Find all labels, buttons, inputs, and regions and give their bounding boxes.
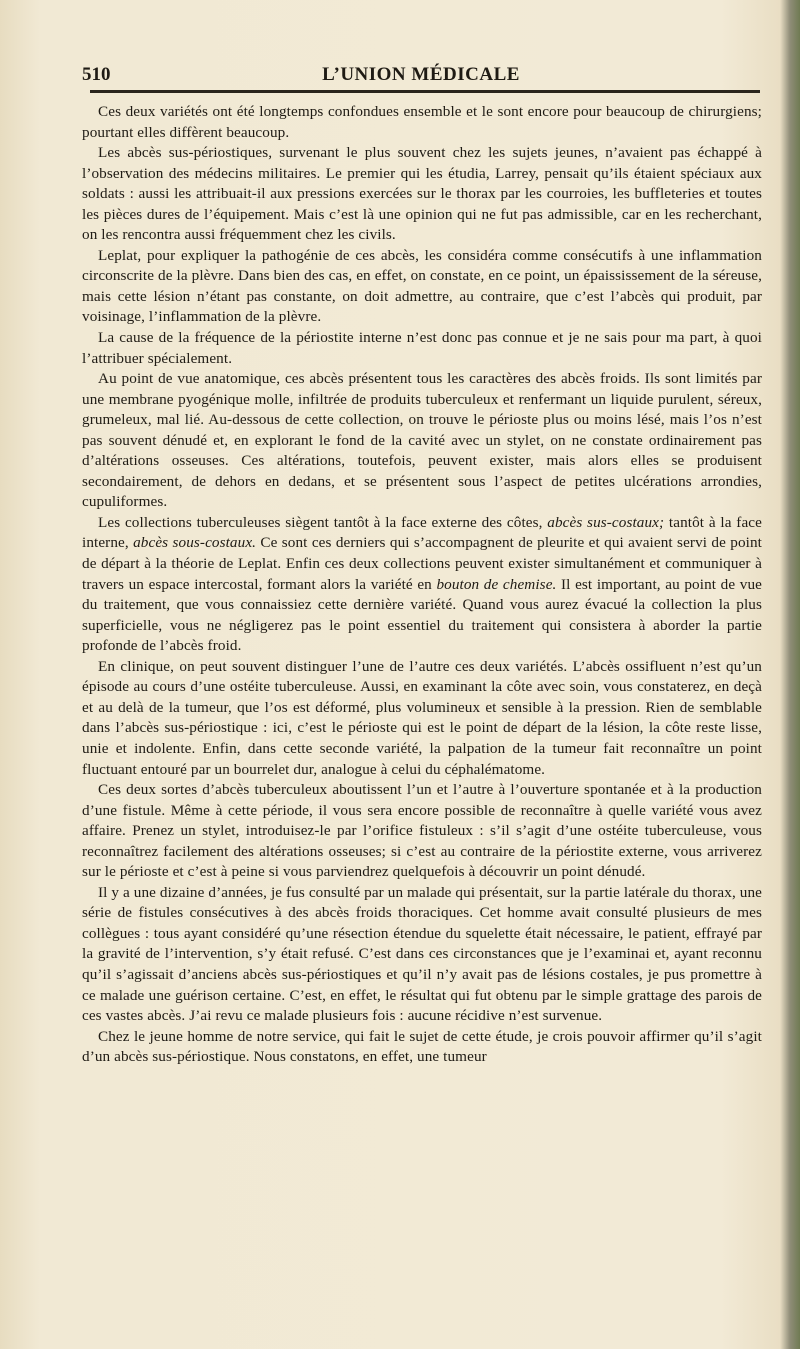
- paragraph: [82, 513, 762, 657]
- paragraph: Ces deux variétés ont été longtemps confondues ensemble et le sont encore pour beaucoup de chirurgiens; pourtant elles diffèrent beaucoup.: [82, 103, 762, 141]
- paragraph: La cause de la fréquence de la périostite interne n’est donc pas connue et je ne sais pour ma part, à quoi l’attribuer spécialement.: [82, 329, 762, 367]
- text-run: Les collections tuberculeuses siègent tantôt à la face externe des côtes,: [98, 513, 548, 531]
- text-run: Il est important, au point de vue du traitement, que vous connaissiez cette dernière variété. Quand vous aurez évacué la collection la plus superficielle, vous ne négligerez pas le point essentiel du traitement qui consistera à aborder la partie profonde de l’abcès froid.: [82, 575, 762, 655]
- paragraph: Au point de vue anatomique, ces abcès présentent tous les caractères des abcès froids. Ils sont limités par une membrane pyogénique molle, infiltrée de produits tuberculeux et renfermant un liquide purulent, séreux, grumeleux, mal lié. Au-dessous de cette collection, on trouve le périoste plus ou moins lésé, mais l’os n’est pas souvent dénudé et, en explorant le fond de la cavité avec un stylet, on ne constate ordinairement pas d’altérations osseuses. Ces altérations, toutefois, peuvent exister, mais alors elles se produisent secondairement, de dehors en dedans, et se présentent sous l’aspect de petites ulcérations arrondies, cupuliformes.: [82, 370, 762, 511]
- page-number: 510: [82, 64, 111, 85]
- paragraph: Il y a une dizaine d’années, je fus consulté par un malade qui présentait, sur la partie latérale du thorax, une série de fistules consécutives à des abcès froids thoraciques. Cet homme avait consulté plusieurs de mes collègues : tous ayant considéré qu’une résection étendue du squelette était nécessaire, le patient, effrayé par la gravité de l’intervention, s’y était refusé. C’est dans ces circonstances que je l’examinai et, ayant reconnu qu’il s’agissait d’anciens abcès sus-périostiques et qu’il n’y avait pas de lésions costales, je pus promettre à ce malade une guérison certaine. C’est, en effet, le résultat qui fut obtenu par le simple grattage des parois de ces vastes abcès. J’ai revu ce malade plusieurs fois : aucune récidive n’est survenue.: [82, 883, 762, 1025]
- italic-term: bouton de chemise.: [436, 575, 557, 593]
- italic-term: abcès sus-costaux;: [547, 513, 665, 531]
- paragraph: Les abcès sus-périostiques, survenant le plus souvent chez les sujets jeunes, n’avaient pas échappé à l’observation des médecins militaires. Le premier qui les étudia, Larrey, pensait qu’ils étaient spéciaux aux soldats : aussi les attribuait-il aux pressions exercées sur le thorax par les courroies, les buffleteries et toutes les pièces dures de l’équipement. Mais c’est là une opinion qui ne fut pas admissible, car en les recherchant, on les rencontra aussi fréquemment chez les civils.: [82, 144, 762, 244]
- paragraph: Ces deux sortes d’abcès tuberculeux aboutissent l’un et l’autre à l’ouverture spontanée et à la production d’une fistule. Même à cette période, il vous sera encore possible de reconnaître à quelle variété vous avez affaire. Prenez un stylet, introduisez-le par l’orifice fistuleux : s’il s’agit d’une ostéite tuberculeuse, vous reconnaîtrez facilement des altérations osseuses; si c’est au contraire de la périostite externe, vous arriverez sur le périoste et c’est à peine si vous parviendrez quelquefois à découvrir un point dénudé.: [82, 781, 762, 881]
- paragraph: Leplat, pour expliquer la pathogénie de ces abcès, les considéra comme consécutifs à une inflammation circonscrite de la plèvre. Dans bien des cas, en effet, on constate, en ce point, un épaississement de la séreuse, mais cette lésion n’étant pas constante, on doit admettre, au contraire, que c’est l’abcès qui produit, par voisinage, l’inflammation de la plèvre.: [82, 246, 762, 326]
- text-run: tantôt à la face interne,: [82, 513, 762, 552]
- page-header: [82, 58, 760, 92]
- paragraph: Chez le jeune homme de notre service, qui fait le sujet de cette étude, je crois pouvoir affirmer qu’il s’agit d’un abcès sus-périostique. Nous constatons, en effet, une tumeur: [82, 1027, 762, 1066]
- italic-term: abcès sous-costaux.: [133, 534, 257, 552]
- text-run: Ce sont ces derniers qui s’accompagnent de pleurite et qui avaient servi de point de départ à la théorie de Leplat. Enfin ces deux collections peuvent exister simultanément et communiquer à travers un espace intercostal, formant alors la variété en: [82, 534, 762, 593]
- header-rule: [90, 90, 760, 93]
- body-text: [82, 102, 762, 1068]
- running-title: L’UNION MÉDICALE: [322, 64, 520, 85]
- paragraph: En clinique, on peut souvent distinguer l’une de l’autre ces deux variétés. L’abcès ossifluent n’est qu’un épisode au cours d’une ostéite tuberculeuse. Aussi, en examinant la côte avec soin, vous constaterez, en deçà et au delà de la tumeur, que l’os est déformé, plus volumineux et sensible à la pression. Rien de semblable dans l’abcès sus-périostique : ici, c’est le périoste qui est le point de départ de la lésion, la côte reste lisse, unie et indolente. Enfin, dans cette seconde variété, la palpation de la tumeur fait reconnaître un point fluctuant entouré par un bourrelet dur, analogue à celui du céphalématome.: [82, 657, 762, 778]
